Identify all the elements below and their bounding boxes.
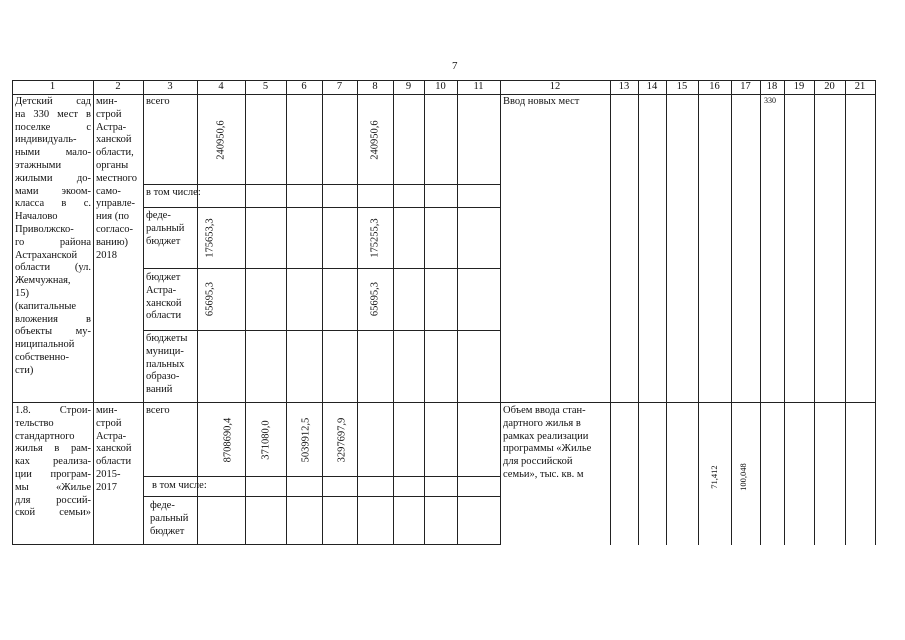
- col-header: 13: [618, 81, 630, 92]
- subrow-line: [143, 544, 500, 545]
- row2-source-total: всего: [146, 405, 170, 416]
- row2-title: 1.8. Строи- тельство стандартного жилья в рам- ках реализа- ции програм- мы «Жилье для россий- ской семьи»: [15, 405, 91, 519]
- col-header: 5: [262, 81, 269, 92]
- col-header: 18: [766, 81, 778, 92]
- col-line: [93, 80, 94, 545]
- col-line: [666, 80, 667, 545]
- col-header: 6: [301, 81, 307, 92]
- subrow-line: [143, 476, 500, 477]
- col-header: 4: [218, 81, 224, 92]
- row1-source-municipal: бюджеты муници- пальных образо- ваний: [146, 333, 188, 396]
- col-line: [731, 80, 732, 545]
- row2-col17: 100,048: [738, 463, 748, 491]
- col-line: [698, 80, 699, 545]
- row2-col6: 5039912,5: [300, 417, 312, 463]
- col-line: [500, 80, 501, 545]
- col-header: 9: [405, 81, 412, 92]
- row2-executor: мин- строй Астра- ханской области 2015- 2017: [96, 405, 132, 493]
- row1-regional-col4: 65695,3: [204, 281, 216, 317]
- col-header: 11: [473, 81, 484, 92]
- subrow-line: [143, 496, 500, 497]
- row2-col7: 3297697,9: [336, 417, 348, 463]
- col-header: 21: [854, 81, 866, 92]
- page-number: 7: [452, 60, 458, 72]
- row2-col4: 8708690,4: [222, 417, 234, 463]
- row1-federal-col8: 175255,3: [369, 218, 381, 258]
- col-line: [875, 80, 876, 545]
- row1-federal-col4: 175653,3: [204, 218, 216, 258]
- col-header: 15: [676, 81, 688, 92]
- row1-source-total: всего: [146, 96, 170, 107]
- row-line: [12, 402, 876, 403]
- row2-col5: 371080,0: [260, 420, 272, 460]
- col-header: 2: [115, 81, 121, 92]
- col-header: 8: [372, 81, 378, 92]
- row1-executor: мин- строй Астра- ханской области, органы местного само- управле- ния (по согласо- ванию) 2018: [96, 96, 137, 261]
- subrow-line: [143, 268, 500, 269]
- subrow-line: [143, 184, 500, 185]
- row1-source-regional: бюджет Астра- ханской области: [146, 272, 182, 322]
- col-line: [610, 80, 611, 545]
- subrow-line: [143, 207, 500, 208]
- col-header: 17: [740, 81, 751, 92]
- col-header: 12: [549, 81, 561, 92]
- row2-indicator: Объем ввода стан- дартного жилья в рамках реализации программы «Жилье для российской семьи», тыс. кв. м: [503, 405, 592, 480]
- col-line: [12, 80, 13, 545]
- row1-indicator: Ввод новых мест: [503, 96, 580, 107]
- col-header: 1: [49, 81, 56, 92]
- col-line: [845, 80, 846, 545]
- row2-source-federal: феде- ральный бюджет: [150, 500, 189, 537]
- row1-total-col8: 240950,6: [369, 120, 381, 160]
- subrow-line: [143, 330, 500, 331]
- row1-total-col4: 240950,6: [215, 120, 227, 160]
- col-header: 16: [709, 81, 720, 92]
- col-header: 10: [435, 81, 446, 92]
- col-header: 20: [824, 81, 835, 92]
- row-line: [12, 94, 876, 95]
- col-header: 3: [167, 81, 173, 92]
- col-line: [760, 80, 761, 545]
- col-line: [784, 80, 785, 545]
- col-header: 19: [793, 81, 805, 92]
- col-line: [638, 80, 639, 545]
- row2-source-incl: в том числе:: [152, 480, 207, 491]
- row1-source-federal: феде- ральный бюджет: [146, 210, 185, 247]
- col-header: 7: [336, 81, 343, 92]
- row1-col18: 330: [764, 96, 776, 105]
- row1-source-incl: в том числе:: [146, 187, 201, 198]
- row1-title: Детский сад на 330 мест в поселке с индивидуаль- ными мало- этажными жилыми до- мами экоом- класса в с. Началово Приволжско- го района Астраханской области (ул. Жемчужная, 15) (капитальные вложения в объекты му- ниципальной собственно- сти): [15, 96, 91, 376]
- col-header: 14: [646, 81, 658, 92]
- col-line: [814, 80, 815, 545]
- row2-col16: 71,412: [709, 465, 719, 489]
- row1-regional-col8: 65695,3: [369, 281, 381, 317]
- subrow-line: [12, 544, 143, 545]
